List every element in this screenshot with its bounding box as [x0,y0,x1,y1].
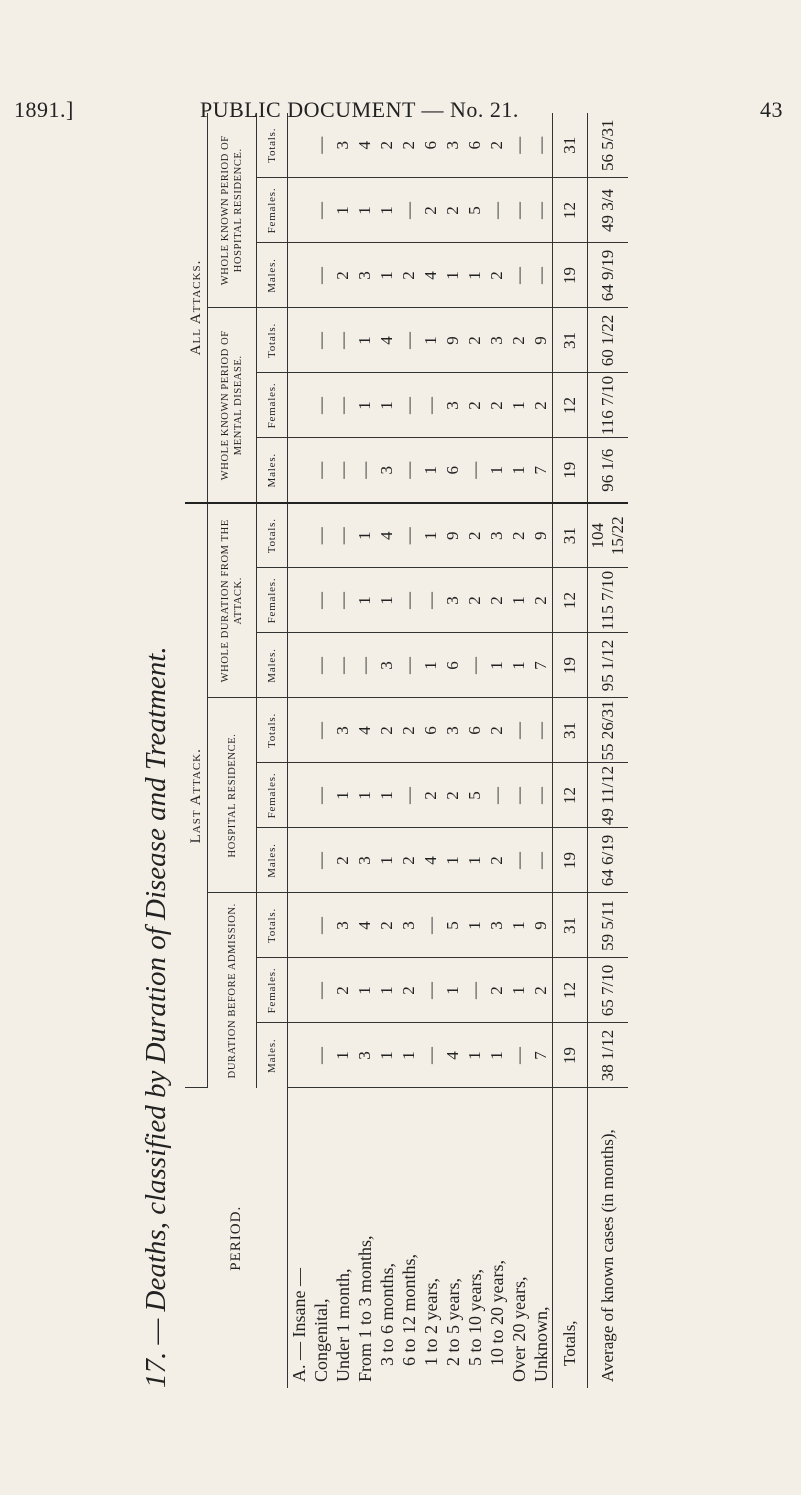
table-cell: 1 [508,438,530,503]
table-cell: 3 [398,893,420,958]
table-cell: 4 [420,828,442,893]
table-cell: — [398,633,420,698]
subheader-whole-duration: WHOLE DURATION FROM THE ATTACK. [208,503,257,698]
totals-label: Totals, [553,1088,588,1388]
table-cell: 1 [508,633,530,698]
table-cell: — [464,633,486,698]
table-cell: — [530,178,553,243]
row-label: 6 to 12 months, [398,1253,419,1366]
period-header: PERIOD. [185,1088,288,1388]
table-cell: 1 [442,958,464,1023]
table-cell: 5 [442,893,464,958]
averages-label: Average of known cases (in months), [588,1088,629,1388]
column-header: Males. [257,1023,288,1088]
average-cell: 95 1/12 [588,633,629,698]
table-cell: — [508,828,530,893]
average-cell: 65 7/10 [588,958,629,1023]
table-cell: 3 [354,828,376,893]
table-cell: 3 [332,113,354,178]
table-cell: 2 [508,308,530,373]
page-number: 43 [760,97,783,122]
table-cell: — [310,1023,332,1088]
table-cell: — [420,893,442,958]
table-cell: — [310,763,332,828]
table-cell: 9 [442,503,464,568]
totals-cell: 31 [553,893,588,958]
table-cell: — [398,438,420,503]
column-header: Totals. [257,308,288,373]
table-cell: — [310,178,332,243]
average-cell: 60 1/22 [588,308,629,373]
table-cell: 2 [398,113,420,178]
table-cell: 1 [354,373,376,438]
table-cell: 1 [332,1023,354,1088]
table-cell: 1 [486,1023,508,1088]
table-cell: 1 [332,763,354,828]
table-cell: 1 [354,763,376,828]
table-cell: 3 [486,308,508,373]
table-cell: 3 [442,373,464,438]
table-cell: — [530,243,553,308]
table-cell: 9 [530,308,553,373]
table-cell: — [332,633,354,698]
table-row [464,113,486,1388]
table-cell: — [310,308,332,373]
row-label: Unknown, [530,1306,551,1382]
table-cell: — [332,568,354,633]
table-cell: — [310,438,332,503]
table-cell: 2 [398,243,420,308]
average-cell: 96 1/6 [588,438,629,503]
table-cell: 2 [398,698,420,763]
table-cell: 1 [354,503,376,568]
average-cell: 59 5/11 [588,893,629,958]
table-cell: 7 [530,438,553,503]
table-cell: — [310,113,332,178]
totals-cell: 12 [553,178,588,243]
row-label: 5 to 10 years, [464,1269,485,1366]
table-cell: — [508,763,530,828]
table-cell: 3 [442,113,464,178]
table-cell: — [508,1023,530,1088]
table-cell: 2 [486,373,508,438]
table-cell: — [310,893,332,958]
table-cell: 2 [486,243,508,308]
table-cell: — [508,178,530,243]
table-cell: — [354,438,376,503]
table-cell: 2 [486,568,508,633]
table-cell: — [332,438,354,503]
page-running-title: PUBLIC DOCUMENT — No. 21. [200,97,519,122]
row-label: Under 1 month, [332,1268,353,1382]
table-cell: — [464,438,486,503]
table-cell: 2 [486,828,508,893]
table-cell: 4 [442,1023,464,1088]
table-row [486,113,508,1388]
column-header: Females. [257,178,288,243]
table-cell: 1 [332,178,354,243]
table-cell: 6 [420,113,442,178]
table-cell: 1 [354,958,376,1023]
table-cell: — [398,763,420,828]
table-cell: — [398,178,420,243]
row-label: Over 20 years, [508,1276,529,1382]
table-cell: 3 [354,1023,376,1088]
table-cell: 1 [420,633,442,698]
table-cell: 1 [486,633,508,698]
table-cell: 1 [420,308,442,373]
table-cell: 2 [530,373,553,438]
table-cell: 2 [398,958,420,1023]
table-cell: 2 [464,308,486,373]
row-label: 10 to 20 years, [486,1260,507,1366]
table-cell: — [310,243,332,308]
table-cell: — [354,633,376,698]
table-cell: — [464,958,486,1023]
table-cell: 7 [530,1023,553,1088]
table-cell: 1 [354,568,376,633]
table-cell: 1 [464,1023,486,1088]
table-cell: 3 [376,633,398,698]
table-cell: 2 [376,113,398,178]
table-cell: 2 [376,698,398,763]
deaths-table [185,113,628,1388]
table-cell: 2 [420,178,442,243]
table-cell: 5 [464,763,486,828]
totals-cell: 19 [553,438,588,503]
table-cell: 1 [442,243,464,308]
row-label: 3 to 6 months, [376,1262,397,1366]
totals-cell: 12 [553,373,588,438]
table-cell: 2 [420,763,442,828]
table-cell: 4 [354,113,376,178]
table-cell: — [310,503,332,568]
column-header: Males. [257,828,288,893]
column-header: Males. [257,243,288,308]
row-label: 2 to 5 years, [442,1278,463,1366]
table-cell: 9 [530,893,553,958]
totals-cell: 19 [553,243,588,308]
table-cell: — [310,373,332,438]
table-cell: — [508,243,530,308]
table-cell: 2 [398,828,420,893]
table-cell: 1 [376,243,398,308]
table-row [530,113,553,1388]
table-cell: 2 [442,178,464,243]
table-cell: — [398,568,420,633]
column-header: Totals. [257,893,288,958]
totals-cell: 31 [553,503,588,568]
table-cell: 1 [398,1023,420,1088]
table-cell: 1 [464,243,486,308]
table-cell: 2 [486,958,508,1023]
row-label: Congenital, [310,1298,331,1382]
rotated-table-page [135,98,795,1388]
table-cell: 9 [530,503,553,568]
subheader-duration-before-admission: DURATION BEFORE ADMISSION. [208,893,257,1088]
table-cell: — [310,698,332,763]
average-cell: 64 6/19 [588,828,629,893]
table-cell: 2 [442,763,464,828]
average-cell: 38 1/12 [588,1023,629,1088]
table-cell: — [530,828,553,893]
table-cell: 1 [442,828,464,893]
table-cell: 2 [530,958,553,1023]
column-header: Totals. [257,113,288,178]
average-cell: 64 9/19 [588,243,629,308]
table-row [332,113,354,1388]
table-cell: — [420,958,442,1023]
table-cell: 2 [464,503,486,568]
table-cell: 1 [464,828,486,893]
table-cell: 1 [354,178,376,243]
totals-cell: 12 [553,763,588,828]
table-cell: 1 [508,568,530,633]
table-cell: 4 [354,893,376,958]
table-cell: 1 [376,828,398,893]
table-cell: 2 [464,568,486,633]
table-cell: — [332,373,354,438]
table-cell: — [332,308,354,373]
column-header: Males. [257,633,288,698]
table-cell: 3 [442,568,464,633]
column-header: Females. [257,568,288,633]
column-header: Males. [257,438,288,503]
table-row [420,113,442,1388]
row-label: From 1 to 3 months, [354,1235,375,1382]
table-row [376,113,398,1388]
table-cell: 6 [420,698,442,763]
table-cell: — [530,763,553,828]
table-cell: 6 [464,698,486,763]
table-cell: 2 [508,503,530,568]
totals-cell: 19 [553,1023,588,1088]
table-cell: 3 [486,503,508,568]
subheader-hospital-residence: HOSPITAL RESIDENCE. [208,698,257,893]
table-cell: — [530,113,553,178]
table-cell: 4 [376,308,398,373]
table-cell: 3 [376,438,398,503]
subheader-known-hospital-residence: WHOLE KNOWN PERIOD OF HOSPITAL RESIDENCE. [208,113,257,308]
totals-cell: 12 [553,568,588,633]
table-cell: 4 [376,503,398,568]
table-cell: 1 [508,958,530,1023]
table-caption: 17. — Deaths, classified by Duration of Disease and Treatment. [139,646,172,1388]
totals-cell: 31 [553,698,588,763]
table-cell: 3 [354,243,376,308]
table-cell: — [420,1023,442,1088]
table-cell: — [398,373,420,438]
row-label: 1 to 2 years, [420,1278,441,1366]
table-cell: 2 [464,373,486,438]
table-row [398,113,420,1388]
average-cell: 104 15/22 [588,503,629,568]
totals-row [553,113,588,1388]
table-cell: — [332,503,354,568]
table-row [508,113,530,1388]
insane-label: A. — Insane — [288,1268,309,1382]
table-cell: — [310,633,332,698]
table-cell: 3 [442,698,464,763]
table-cell: — [310,958,332,1023]
table-cell: 1 [376,568,398,633]
table-cell: 2 [332,828,354,893]
table-cell: 1 [420,503,442,568]
table-cell: 3 [486,893,508,958]
table-cell: — [310,828,332,893]
table-cell: 1 [464,893,486,958]
table-cell: 1 [420,438,442,503]
table-cell: 1 [376,958,398,1023]
table-cell: 6 [442,438,464,503]
column-header: Totals. [257,698,288,763]
totals-cell: 31 [553,308,588,373]
table-cell: 1 [354,308,376,373]
average-cell: 55 26/31 [588,698,629,763]
column-header: Females. [257,763,288,828]
table-cell: — [486,763,508,828]
table-cell: 9 [442,308,464,373]
table-cell: 2 [486,113,508,178]
column-header: Totals. [257,503,288,568]
totals-cell: 31 [553,113,588,178]
table-cell: 1 [376,1023,398,1088]
group-header-last-attack: Last Attack. [185,503,208,1088]
subheader-mental-disease: WHOLE KNOWN PERIOD OF MENTAL DISEASE. [208,308,257,503]
table-cell: 1 [508,893,530,958]
average-cell: 49 11/12 [588,763,629,828]
averages-row [588,113,629,1388]
average-cell: 56 5/31 [588,113,629,178]
column-header: Females. [257,958,288,1023]
table-cell: — [486,178,508,243]
column-header: Females. [257,373,288,438]
table-cell: — [398,308,420,373]
table-cell: — [310,568,332,633]
totals-cell: 19 [553,828,588,893]
table-cell: 6 [442,633,464,698]
table-cell: 5 [464,178,486,243]
table-cell: 7 [530,633,553,698]
table-cell: — [530,698,553,763]
page-year: 1891.] [14,97,74,122]
table-cell: 1 [376,178,398,243]
table-cell: 4 [420,243,442,308]
table-cell: 2 [486,698,508,763]
group-header-all-attacks: All Attacks. [185,113,208,503]
table-cell: 1 [508,373,530,438]
table-cell: 2 [376,893,398,958]
average-cell: 115 7/10 [588,568,629,633]
table-row [354,113,376,1388]
table-cell: 2 [332,243,354,308]
average-cell: 49 3/4 [588,178,629,243]
table-cell: 1 [376,373,398,438]
table-cell: 6 [464,113,486,178]
table-cell: — [420,568,442,633]
table-cell: 4 [354,698,376,763]
table-cell: 2 [332,958,354,1023]
table-cell: — [508,113,530,178]
table-cell: — [398,503,420,568]
table-cell: — [420,373,442,438]
average-cell: 116 7/10 [588,373,629,438]
table-cell: 3 [332,698,354,763]
table-cell: — [508,698,530,763]
table-row [310,113,332,1388]
totals-cell: 12 [553,958,588,1023]
table-cell: 1 [486,438,508,503]
table-row [442,113,464,1388]
table-cell: 3 [332,893,354,958]
table-cell: 2 [530,568,553,633]
table-cell: 1 [376,763,398,828]
totals-cell: 19 [553,633,588,698]
